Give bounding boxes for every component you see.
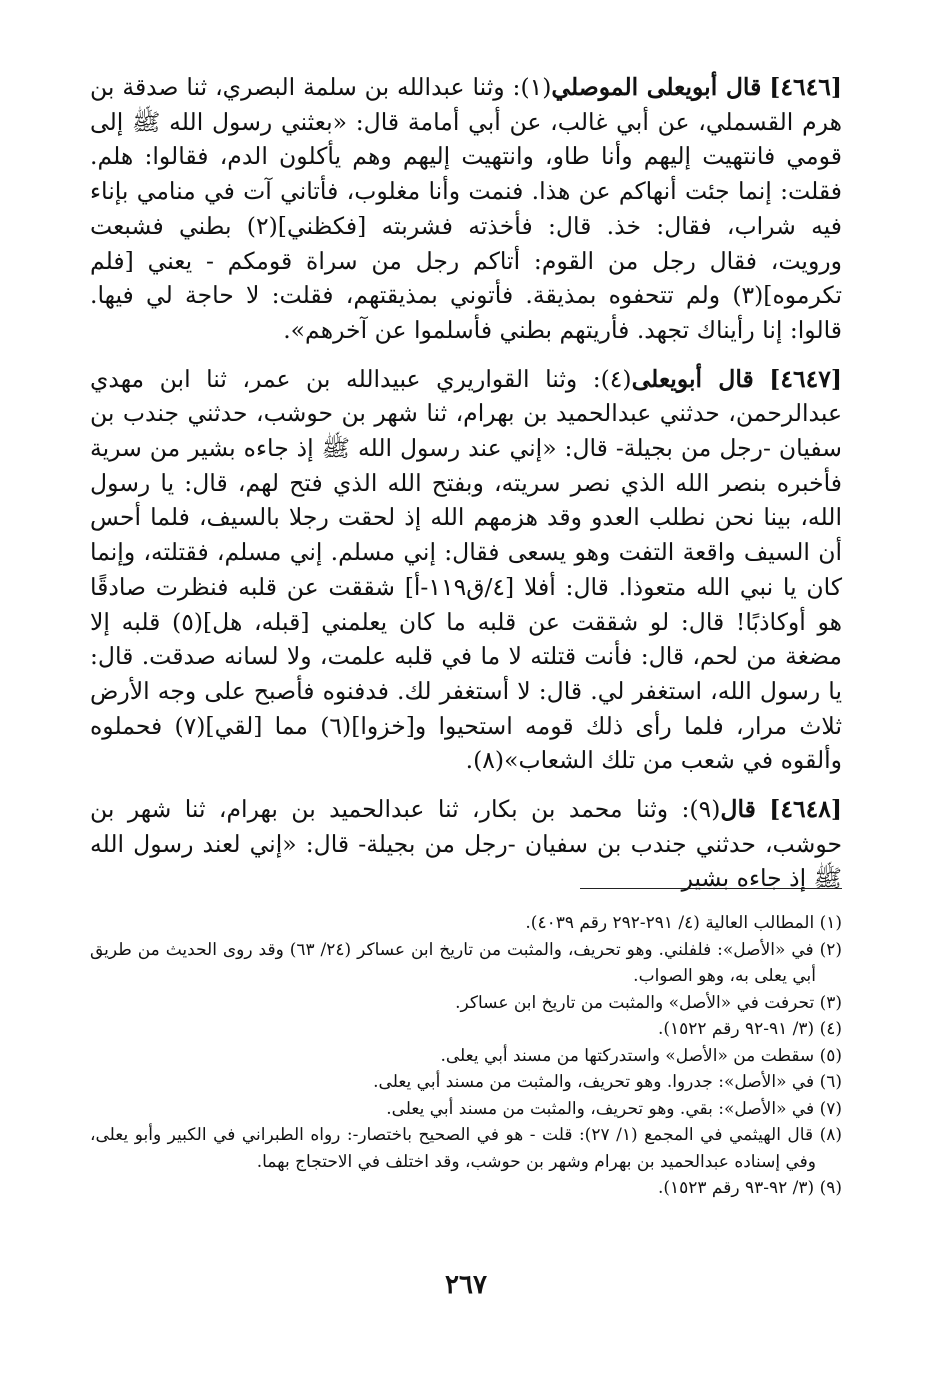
footnote: (٨) قال الهيثمي في المجمع (١/ ٢٧): قلت - هو في الصحيح باختصار-: رواه الطبراني في الكبير وأبو يعلى، وفي إسناده عبدالحميد بن بهرام وشهر بن حوشب، وقد اختلف في الاحتجاج بهما. xyxy=(90,1125,842,1172)
footnotes xyxy=(90,910,842,1202)
footnote-ref: (٤) xyxy=(600,364,632,393)
hadith-entry xyxy=(90,70,842,348)
hadith-heading: قال أبويعلى xyxy=(631,364,754,393)
hadith-text: : وثنا القواريري عبيدالله بن عمر، ثنا ابن مهدي عبدالرحمن، حدثني عبدالحميد بن بهرام، ثنا شهر بن حوشب، حدثني جندب بن سفيان -رجل من بجيلة- قال: «إني عند رسول الله ﷺ إذ جاءه بشير من سرية فأخبره بنصر الله الذي نصر سريته، وبفتح الله الذي فتح لهم، قال: يا رسول الله، بينا نحن نطلب العدو وقد هزمهم الله إذ لحقت رجلا بالسيف، فلما أحس أن السيف واقعة التفت وهو يسعى فقال: إني مسلم. إني مسلم، فقتلته، وإنما كان يا نبي الله متعوذا. قال: أفلا [٤/ق١١٩-أ] شققت عن قلبه فنظرت صادقًا هو أوكاذبًا! قال: لو شققت عن قلبه ما كان يعلمني [قبله، هل](٥) قلبه إلا مضغة من لحم، قال: فأنت قتلته لا ما في قلبه علمت، ولا لسانه صدقت. قال: يا رسول الله، استغفر لي. قال: لا أستغفر لك. فدفنوه فأصبح على وجه الأرض ثلاث مرار، فلما رأى ذلك قومه استحيوا و[خزوا](٦) مما [لقي](٧) فحملوه وألقوه في شعب من تلك الشعاب»(٨). xyxy=(90,364,843,775)
hadith-heading: قال أبويعلى الموصلي xyxy=(551,73,762,101)
footnote: (٦) في «الأصل»: جدروا. وهو تحريف، والمثبت من مسند أبي يعلى. xyxy=(373,1072,842,1092)
hadith-entry xyxy=(90,362,842,778)
main-text xyxy=(90,70,842,896)
footnote: (٣) تحرفت في «الأصل» والمثبت من تاريخ ابن عساكر. xyxy=(455,992,842,1013)
hadith-text: : وثنا عبدالله بن سلمة البصري، ثنا صدقة بن هرم القسملي، عن أبي غالب، عن أبي أمامة قال: «بعثني رسول الله ﷺ إلى قومي فانتهيت إليهم وأنا طاو، وانتهيت إليهم وهم يأكلون الدم، فقالوا: هلم. فقلت: إنما جئت أنهاكم عن هذا. فنمت وأنا مغلوب، فأتاني آت في منامي بإناء فيه شراب، فقال: خذ. قال: فأخذته فشربته [فكظني](٢) بطني فشبعت ورويت، فقال رجل من القوم: أتاكم رجل من سراة قومكم - يعني [فلم تكرموه](٣) ولم تتحفوه بمذيقة. فأتوني بمذيقتهم، فقلت: لا حاجة لي فيها. قالوا: إنا رأيناك تجهد. فأريتهم بطني فأسلموا عن آخرهم». xyxy=(90,73,843,344)
page-number: ٢٦٧ xyxy=(445,1270,487,1300)
footnote: (١) المطالب العالية (٤/ ٢٩١-٢٩٢ رقم ٤٠٣٩). xyxy=(525,913,842,933)
hadith-number: [٤٦٤٧] xyxy=(769,364,842,393)
footnote-ref: (٩) xyxy=(689,795,721,824)
hadith-heading: قال xyxy=(720,795,756,824)
footnote-separator xyxy=(580,888,842,889)
book-page xyxy=(90,70,842,1379)
hadith-number: [٤٦٤٨] xyxy=(769,795,842,824)
hadith-entry xyxy=(90,792,842,896)
hadith-number: [٤٦٤٦] xyxy=(769,73,842,101)
footnote: (٩) (٣/ ٩٢-٩٣ رقم ١٥٢٣). xyxy=(657,1178,842,1198)
footnote: (٧) في «الأصل»: بقي. وهو تحريف، والمثبت من مسند أبي يعلى. xyxy=(386,1098,842,1119)
footnote-ref: (١) xyxy=(520,73,552,101)
footnote: (٢) في «الأصل»: فلفلني. وهو تحريف، والمثبت من تاريخ ابن عساكر (٢٤/ ٦٣) وقد روى الحديث من طريق أبي يعلى به، وهو الصواب. xyxy=(90,939,842,986)
footnote: (٤) (٣/ ٩١-٩٢ رقم ١٥٢٢). xyxy=(657,1019,842,1039)
hadith-text: : وثنا محمد بن بكار، ثنا عبدالحميد بن بهرام، ثنا شهر بن حوشب، حدثني جندب بن سفيان -رجل من بجيلة- قال: «إني لعند رسول الله ﷺ إذ جاءه بشير xyxy=(90,795,842,893)
footnote: (٥) سقطت من «الأصل» واستدركتها من مسند أبي يعلى. xyxy=(440,1045,842,1066)
